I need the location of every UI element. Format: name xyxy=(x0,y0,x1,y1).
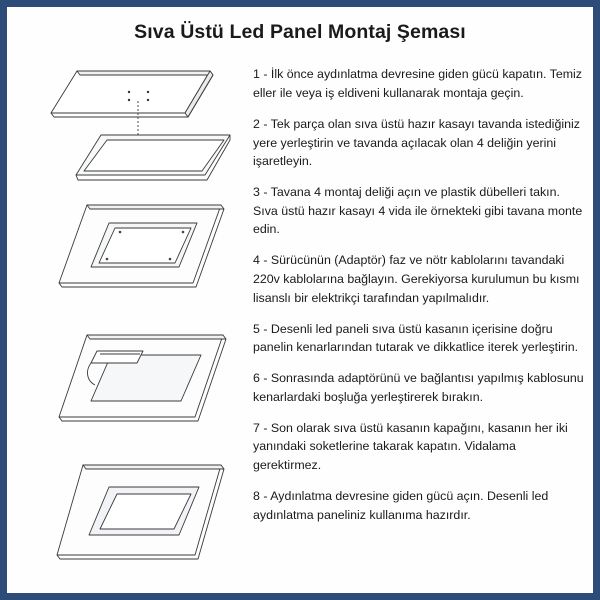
instruction-step: 1 - İlk önce aydınlatma devresine giden gücü kapatın. Temiz eller ile veya iş eldiveni kullanarak montaja geçin. xyxy=(253,67,582,100)
instruction-step: 8 - Aydınlatma devresine giden gücü açın. Desenli led aydınlatma paneliniz kullanıma hazırdır. xyxy=(253,489,549,522)
instruction-step: 3 - Tavana 4 montaj deliği açın ve plastik dübelleri takın. Sıva üstü hazır kasayı 4 vida ile örnekteki gibi tavana monte edin. xyxy=(253,185,583,237)
page-title: Sıva Üstü Led Panel Montaj Şeması xyxy=(134,21,466,43)
diagram-cover-close xyxy=(25,451,247,579)
instruction-steps xyxy=(253,53,585,524)
instruction-step: 7 - Son olarak sıva üstü kasanın kapağını, kasanın her iki yanındaki soketlerine takarak kapatın. Vidalama gerektirmez. xyxy=(253,420,568,473)
instruction-step: 5 - Desenli led paneli sıva üstü kasanın içerisine doğru panelin kenarlarından tutarak ve dikkatlice iterek yerleştirin. xyxy=(253,321,579,355)
ceiling-marking-illustration xyxy=(25,55,247,183)
instruction-step: 4 - Sürücünün (Adaptör) faz ve nötr kablolarını tavandaki 220v kablolarına bağlayın. Gerekiyorsa kurulumun bu kısmı lisanslı bir elektrikçi tarafından yapılmalıdır. xyxy=(253,253,580,305)
diagram-column xyxy=(25,55,247,585)
diagram-panel-insert xyxy=(25,319,247,447)
sheet-inner xyxy=(7,7,593,593)
cover-close-illustration xyxy=(25,451,247,579)
diagram-ceiling-marking xyxy=(25,55,247,183)
frame-mounted-illustration xyxy=(25,187,247,315)
instruction-step: 2 - Tek parça olan sıva üstü hazır kasayı tavanda istediğiniz yere yerleştirin ve tavanda açılacak olan 4 deliğin yerini işaretleyin. xyxy=(253,117,580,169)
instruction-step: 6 - Sonrasında adaptörünü ve bağlantısı yapılmış kablosunu kenarlardaki boşluğa yerleştirerek bırakın. xyxy=(253,371,584,404)
panel-insert-illustration xyxy=(25,319,247,447)
diagram-frame-mounted xyxy=(25,187,247,315)
